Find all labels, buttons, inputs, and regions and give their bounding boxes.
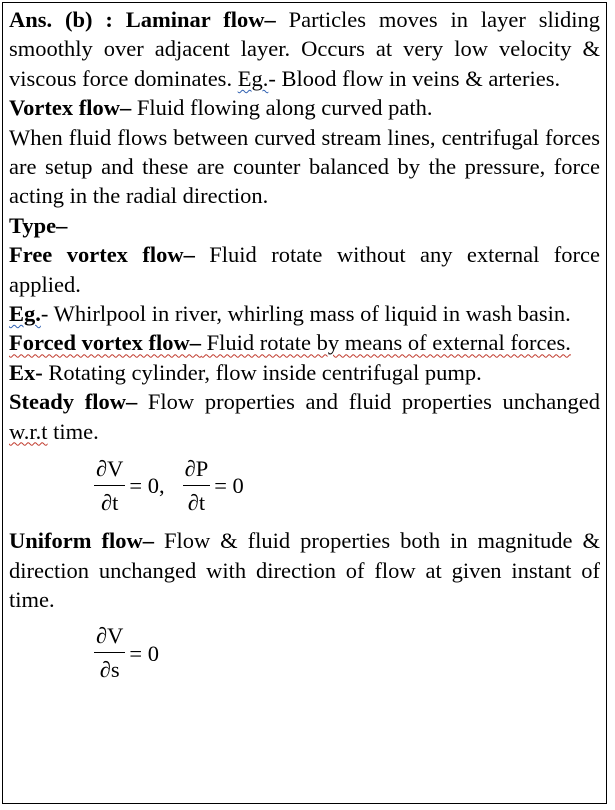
uniform-flow-equation xyxy=(94,614,600,692)
vortex-flow-text: Fluid flowing along curved path. xyxy=(131,95,433,121)
dv-numerator: ∂V xyxy=(96,623,124,649)
free-vortex-paragraph xyxy=(9,240,600,299)
fraction-bar xyxy=(183,485,211,486)
steady-flow-text-2: time. xyxy=(47,418,99,444)
dv-ds-fraction xyxy=(94,623,125,683)
free-vortex-label: Free vortex flow– xyxy=(9,242,195,268)
ds-denominator: ∂s xyxy=(99,657,120,683)
dv-numerator: ∂V xyxy=(96,456,124,482)
vortex-description: When fluid flows between curved stream lines, centrifugal forces are setup and these are counter balanced by the pressure, force acting in the radial direction. xyxy=(9,124,600,209)
laminar-eg-text: - Blood flow in veins & arteries. xyxy=(268,65,561,91)
steady-flow-paragraph xyxy=(9,387,600,446)
dp-numerator: ∂P xyxy=(184,456,209,482)
dt-denominator: ∂t xyxy=(101,490,119,516)
forced-vortex-ex-label: Ex- xyxy=(9,359,43,385)
laminar-flow-paragraph xyxy=(9,5,600,93)
steady-flow-text-1: Flow properties and fluid properties unchanged xyxy=(137,389,601,415)
vortex-flow-line xyxy=(9,93,600,122)
forced-vortex-paragraph xyxy=(9,328,600,357)
dp-dt-fraction xyxy=(183,456,211,516)
dv-dt-fraction xyxy=(94,456,125,516)
free-vortex-text: Fluid rotate without any external force applied. xyxy=(9,242,600,297)
forced-vortex-text: Fluid rotate by means of external forces. xyxy=(201,330,571,356)
equals-zero: = 0 xyxy=(129,640,159,666)
dt-denominator: ∂t xyxy=(187,490,206,516)
forced-vortex-label: Forced vortex flow– xyxy=(9,330,202,356)
equals-zero-comma: = 0, xyxy=(129,473,165,499)
answer-card xyxy=(2,2,607,804)
fraction-bar xyxy=(94,485,125,486)
steady-flow-label: Steady flow– xyxy=(9,389,138,415)
forced-vortex-underlined xyxy=(9,330,571,355)
free-vortex-eg-text-2: wash basin. xyxy=(465,301,571,327)
forced-vortex-example xyxy=(9,358,600,387)
uniform-flow-text: Flow & fluid properties both in magnitude & direction unchanged with direction of flow at given instant of time. xyxy=(9,528,600,612)
steady-flow-equation xyxy=(94,446,600,526)
type-heading-text: Type– xyxy=(9,212,68,238)
laminar-eg-label: Eg. xyxy=(237,65,269,91)
uniform-flow-paragraph xyxy=(9,526,600,614)
equals-zero: = 0 xyxy=(214,473,244,499)
laminar-flow-label: Ans. (b) : Laminar flow– xyxy=(9,7,276,32)
vortex-flow-label: Vortex flow– xyxy=(9,95,132,121)
steady-flow-wrt: w.r.t xyxy=(9,418,48,444)
fraction-bar xyxy=(94,652,125,653)
free-vortex-eg-label: Eg. xyxy=(9,301,41,327)
free-vortex-example xyxy=(9,299,600,328)
uniform-flow-label: Uniform flow– xyxy=(9,528,154,554)
type-heading xyxy=(9,211,600,240)
laminar-flow-text: Particles moves in layer sliding smoothly over adjacent layer. Occurs at very low velocity & viscous force dominates. xyxy=(9,7,600,91)
free-vortex-eg-text-1: - Whirlpool in river, whirling mass of liquid in xyxy=(40,301,466,327)
forced-vortex-ex-text: Rotating cylinder, flow inside centrifugal pump. xyxy=(42,359,482,385)
